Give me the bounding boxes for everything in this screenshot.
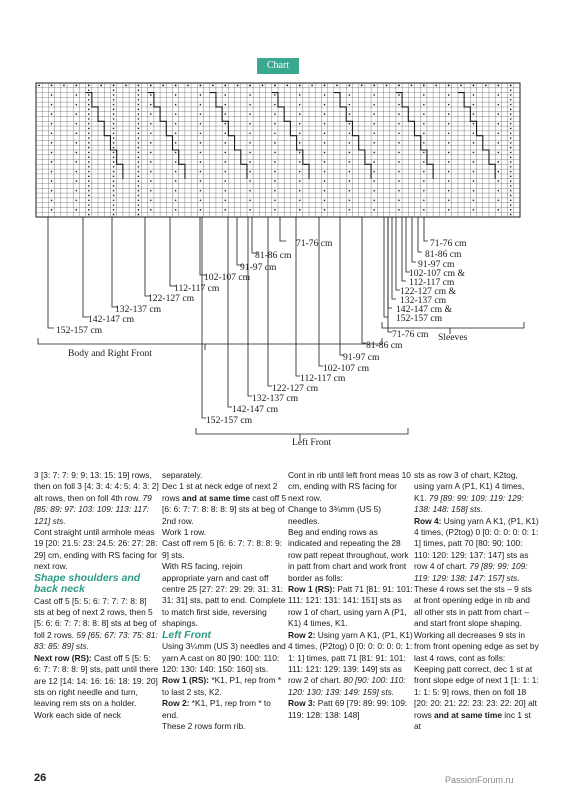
sleeve-size-label: 71-76 cm — [430, 238, 467, 249]
body-size-label: 71-76 cm — [296, 238, 333, 249]
chart-badge: Chart — [257, 58, 299, 74]
sleeve-size-label: 91-97 cm — [418, 259, 455, 270]
row-label: Row 2: — [288, 629, 316, 640]
left-front-size-marker — [388, 217, 392, 332]
body-size-marker — [200, 217, 206, 275]
sleeve-size-marker — [406, 217, 410, 272]
left-front-caption: Left Front — [292, 437, 332, 448]
body-text: separately. — [162, 470, 203, 480]
left-front-size-label: 122-127 cm — [272, 383, 319, 394]
sleeve-size-marker — [392, 217, 396, 299]
sleeve-size-label: 152-157 cm — [396, 313, 443, 324]
body-size-label: 81-86 cm — [255, 250, 292, 261]
body-text: Cast off rem 5 [6: 6: 7: 7: 8: 8: 9: 9] sts. — [162, 538, 282, 560]
body-text: cast off 5 [6: 6: 7: 7: 8: 8: 8: 9] sts at beg of 2nd row. — [162, 492, 287, 526]
body-text: Patt 71 [81: 91: 101: 111: 121: 131: 141: 151] sts as row 1 of chart, using yarn A (P1, K1) 4 times, K1. — [288, 584, 413, 629]
body-size-label: 142-147 cm — [88, 314, 135, 325]
body-text: Work 1 row. — [162, 527, 207, 538]
left-front-size-marker — [362, 217, 366, 343]
column-4 — [414, 470, 539, 732]
body-text: Cont in rib until left front meas 10 cm, ending with RS facing for next row. — [288, 470, 411, 503]
sleeve-size-marker — [388, 217, 392, 308]
body-text: 3 [3: 7: 7: 9: 9: 13: 15: 19] rows, then on foll 3 [4: 3: 4: 4: 5: 4: 3: 2] alt rows, then on foll 4th row. — [34, 470, 159, 503]
body-size-marker — [280, 217, 286, 241]
section-heading: Left Front — [162, 628, 211, 641]
sleeve-size-marker — [424, 217, 428, 241]
left-front-size-label: 152-157 cm — [206, 415, 253, 426]
column-3 — [288, 470, 413, 721]
column-2 — [162, 470, 287, 732]
sleeve-size-label: 81-86 cm — [425, 249, 462, 260]
body-text: Cont straight until armhole meas 19 [20: 21.5: 23: 24.5: 26: 27: 28: 29] cm, ending with RS facing for next row. — [34, 527, 158, 572]
body-size-marker — [112, 217, 118, 307]
sleeves-caption: Sleeves — [438, 332, 468, 343]
sleeve-size-label: 102-107 cm & — [409, 268, 465, 279]
watermark: PassionForum.ru — [445, 775, 514, 785]
row-label: Next row (RS): — [34, 652, 92, 663]
emphasis: and at same time — [179, 492, 250, 503]
left-front-size-label: 71-76 cm — [392, 329, 429, 340]
left-front-size-marker — [202, 217, 206, 418]
sleeve-size-label: 142-147 cm & — [396, 304, 452, 315]
body-text: sts as row 3 of chart, K2tog, using yarn A (P1, K1) 4 times, K1. — [414, 470, 525, 503]
emphasis: and at same time — [431, 709, 502, 720]
column-1 — [34, 470, 159, 721]
left-front-size-marker — [248, 217, 252, 396]
body-size-marker — [237, 217, 243, 265]
body-text: Using yarn A K1, (P1, K1) 4 times, (P2tog) 0 [0: 0: 0: 0: 0: 1: 1: 1] times, patt 71 [81: 91: 101: 111: 121: 129: 139: 149] sts as row 2 of chart. — [288, 629, 413, 686]
sleeve-size-marker — [396, 217, 400, 290]
body-text: Cast off 5 [5: 5: 6: 7: 7: 8: 8: 9] sts, patt until there are 12 [14: 14: 16: 16: 18: 19: 20] sts on right needle and turn, leaving rem sts on a holder. — [34, 652, 159, 709]
body-text: Cast off 5 [5: 5: 6: 7: 7: 7: 8: 8] sts at beg of next 2 rows, then 5 [5: 6: 6: 7: 7: 8: 8: 8] sts at beg of foll 2 rows. — [34, 595, 157, 640]
left-front-size-label: 112-117 cm — [300, 373, 346, 384]
body-size-label: 102-107 cm — [204, 272, 251, 283]
body-text: inc 1 st at — [414, 709, 531, 731]
sleeve-size-label: 112-117 cm — [409, 277, 455, 288]
body-text: *K1, P1, rep from * to last 2 sts, K2. — [162, 675, 282, 697]
left-front-size-label: 132-137 cm — [252, 393, 299, 404]
body-text: Using 3¼mm (US 3) needles and yarn A cast on 80 [90: 100: 110: 120: 130: 140: 150: 160] sts. — [162, 641, 286, 674]
sleeve-size-marker — [412, 217, 416, 262]
body-text: These 2 rows form rib. — [162, 721, 246, 732]
sleeve-size-marker — [418, 217, 422, 252]
sleeve-size-marker — [402, 217, 406, 281]
left-front-size-marker — [340, 217, 344, 355]
body-size-label: 132-137 cm — [115, 304, 162, 315]
body-size-marker — [48, 217, 54, 328]
row-label: Row 1 (RS): — [162, 675, 209, 686]
left-front-size-label: 142-147 cm — [232, 404, 279, 415]
section-heading: Shape shoulders and back neck — [34, 571, 141, 596]
left-front-size-label: 81-86 cm — [366, 340, 403, 351]
stitch-count: 79 [89: 99: 109: 119: 129: 138: 148: 158] sts. — [414, 492, 524, 515]
body-text: Work each side of neck — [34, 709, 121, 720]
body-text: Dec 1 st at neck edge of next 2 rows — [162, 481, 278, 503]
left-front-size-marker — [228, 217, 232, 407]
body-size-label: 122-127 cm — [148, 293, 195, 304]
left-front-size-label: 91-97 cm — [343, 352, 380, 363]
stitch-count: 59 [65: 67: 73: 75: 81: 83: 85: 89] sts. — [34, 629, 158, 652]
stitch-count: 80 [90: 100: 110: 120: 130: 139: 149: 159] sts. — [288, 675, 406, 697]
page-number: 26 — [34, 772, 47, 784]
body-text: Patt 69 [79: 89: 99: 109: 119: 128: 138: 148] — [288, 698, 408, 720]
body-text: These 4 rows set the sts – 9 sts at front opening edge in rib and all other sts in patt from chart – and start front slope shaping. — [414, 584, 532, 629]
row-label: Row 2: — [162, 698, 190, 709]
body-text: *K1, P1, rep from * to end. — [162, 698, 271, 720]
body-text: Using yarn A K1, (P1, K1) 4 times, (P2tog) 0 [0: 0: 0: 0: 0: 1: 1] times, patt 70 [80: 90: 100: 110: 120: 129: 137: 147] sts as row 4 of chart. — [414, 515, 539, 572]
left-front-size-marker — [268, 217, 272, 386]
body-text: Working all decreases 9 sts in from front opening edge as set by last 4 rows, cont as folls: — [414, 629, 539, 663]
sleeve-size-label: 122-127 cm & — [400, 286, 456, 297]
body-size-label: 91-97 cm — [240, 262, 277, 273]
body-size-marker — [145, 217, 151, 296]
left-front-size-label: 102-107 cm — [323, 363, 370, 374]
body-text: Change to 3¾mm (US 5) needles. — [288, 504, 382, 526]
row-label: Row 4: — [414, 515, 442, 526]
body-size-label: 152-157 cm — [56, 325, 103, 336]
body-text: Keeping patt correct, dec 1 st at front slope edge of next 1 [1: 1: 1: 1: 1: 5: 9] rows, then on foll 18 [20: 20: 21: 22: 23: 23: 22: 20] alt rows — [414, 663, 539, 720]
body-size-marker — [252, 217, 258, 253]
row-label: Row 3: — [288, 698, 316, 709]
row-label: Row 1 (RS): — [288, 584, 335, 595]
body-caption: Body and Right Front — [68, 348, 152, 359]
body-size-label: 112-117 cm — [174, 283, 220, 294]
sleeve-size-label: 132-137 cm — [400, 295, 447, 306]
body-size-marker — [83, 217, 89, 317]
stitch-count: 79 [85: 89: 97: 103: 109: 113: 117: 121] sts. — [34, 492, 152, 526]
stitch-count: 79 [89: 99: 109: 119: 129: 138: 147: 157] sts. — [414, 561, 528, 583]
body-text: With RS facing, rejoin appropriate yarn and cast off centre 25 [27: 27: 29: 29: 31: 31: 31: 31] sts, patt to end. Complete to match first side, reversing shapings. — [162, 561, 286, 629]
body-text: Beg and ending rows as indicated and repeating the 28 row patt repeat throughout, work in patt from chart and work front border as folls: — [288, 527, 409, 583]
body-size-marker — [170, 217, 176, 286]
sleeve-size-marker — [384, 217, 388, 317]
